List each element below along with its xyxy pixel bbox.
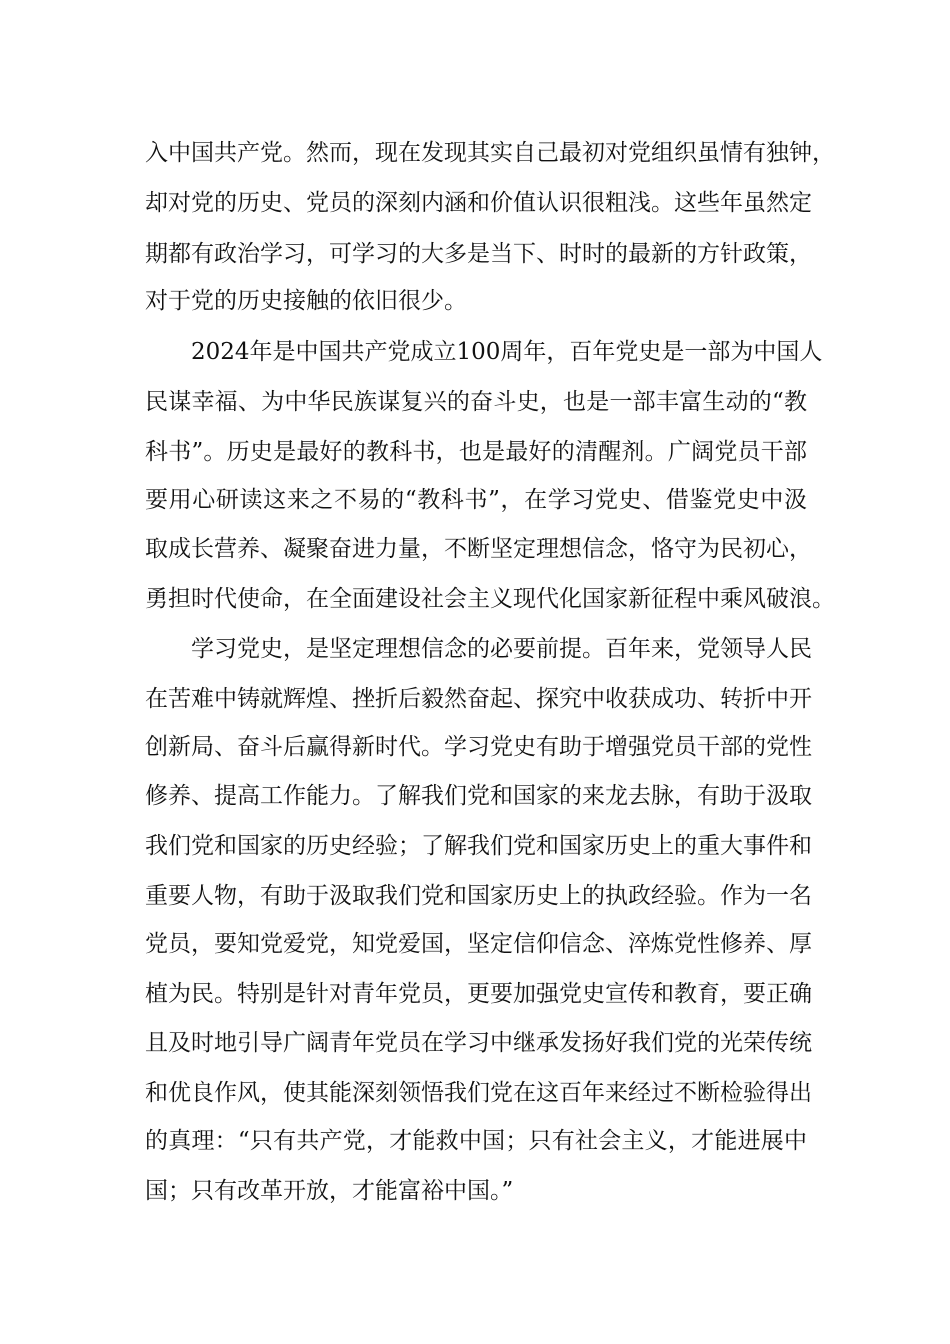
paragraph-first-line: 2024年是中国共产党成立100周年，百年党史是一部为中国人	[191, 339, 823, 365]
text-line: 的真理：“只有共产党，才能救中国；只有社会主义，才能进展中	[145, 1128, 807, 1154]
text-line: 对于党的历史接触的依旧很少。	[145, 288, 467, 314]
text-line: 在苦难中铸就辉煌、挫折后毅然奋起、探究中收获成功、转折中开	[145, 686, 812, 712]
text-line: 民谋幸福、为中华民族谋复兴的奋斗史，也是一部丰富生动的“教	[145, 389, 807, 415]
text-line: 植为民。特别是针对青年党员，更要加强党史宣传和教育，要正确	[145, 981, 812, 1007]
text-line: 要用心研读这来之不易的“教科书”，在学习党史、借鉴党史中汲	[145, 487, 807, 513]
text-line: 期都有政治学习，可学习的大多是当下、时时的最新的方针政策，	[145, 241, 812, 267]
text-line: 国；只有改革开放，才能富裕中国。”	[145, 1178, 514, 1204]
text-line: 入中国共产党。然而，现在发现其实自己最初对党组织虽情有独钟，	[145, 140, 835, 166]
text-line: 党员，要知党爱党，知党爱国，坚定信仰信念、淬炼党性修养、厚	[145, 931, 812, 957]
text-line: 勇担时代使命，在全面建设社会主义现代化国家新征程中乘风破浪。	[145, 586, 835, 612]
text-line: 创新局、奋斗后赢得新时代。学习党史有助于增强党员干部的党性	[145, 734, 812, 760]
text-line: 和优良作风，使其能深刻领悟我们党在这百年来经过不断检验得出	[145, 1080, 812, 1106]
text-line: 修养、提高工作能力。了解我们党和国家的来龙去脉，有助于汲取	[145, 783, 812, 809]
paragraph-first-line: 学习党史，是坚定理想信念的必要前提。百年来，党领导人民	[191, 636, 812, 662]
text-line: 且及时地引导广阔青年党员在学习中继承发扬好我们党的光荣传统	[145, 1030, 812, 1056]
text-line: 科书”。历史是最好的教科书，也是最好的清醒剂。广阔党员干部	[145, 439, 807, 465]
text-line: 重要人物，有助于汲取我们党和国家历史上的执政经验。作为一名	[145, 883, 812, 909]
text-line: 取成长营养、凝聚奋进力量，不断坚定理想信念，恪守为民初心，	[145, 536, 812, 562]
text-line: 我们党和国家的历史经验；了解我们党和国家历史上的重大事件和	[145, 833, 812, 859]
text-line: 却对党的历史、党员的深刻内涵和价值认识很粗浅。这些年虽然定	[145, 190, 812, 216]
